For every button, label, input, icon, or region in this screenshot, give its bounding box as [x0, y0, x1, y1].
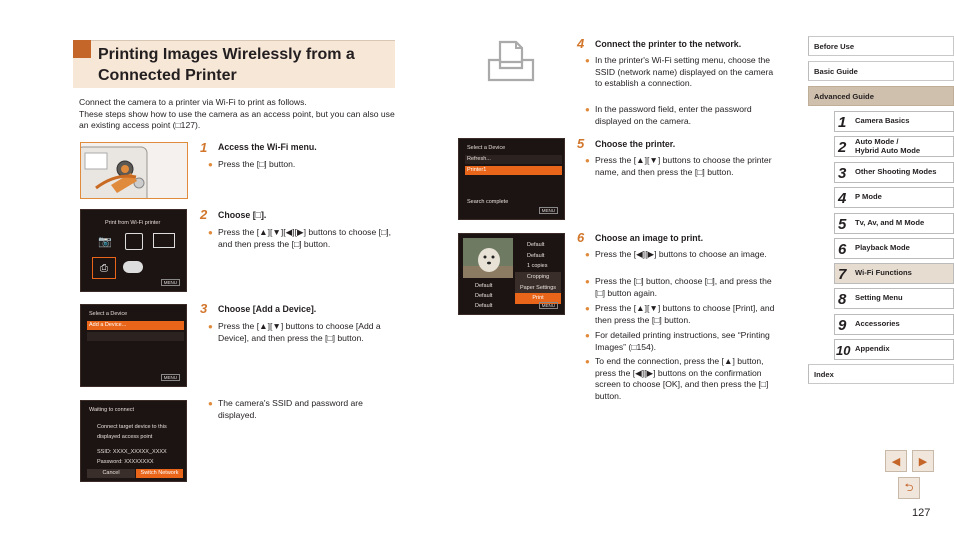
- step-6-text-4: For detailed printing instructions, see “Printing Images” (□154).: [595, 330, 770, 352]
- screen-select-printer: [458, 138, 565, 220]
- empty-item: [87, 332, 184, 341]
- chapter-label: Auto Mode / Hybrid Auto Mode: [855, 137, 921, 155]
- step-5-bullet: ● Press the [▲][▼] buttons to choose the printer name, and then press the [□] button.: [585, 155, 775, 178]
- step-4-text-2: In the password field, enter the password displayed on the camera.: [595, 104, 752, 126]
- print-menu: [515, 272, 561, 304]
- camera-icon: 📷: [98, 236, 112, 248]
- chapter-6[interactable]: [834, 238, 954, 259]
- step-5-text: Press the [▲][▼] buttons to choose the printer name, and then press the [□] button.: [595, 155, 772, 177]
- waiting-line-2: displayed access point: [97, 433, 153, 440]
- step-4-bullet-1: ● In the printer's Wi-Fi setting menu, choose the SSID (network name) displayed on the camera to establish a connection.: [585, 55, 774, 88]
- chapter-number: 2: [838, 139, 847, 156]
- chapter-label: Accessories: [855, 319, 900, 329]
- step-1-text: Press the [□] button.: [218, 159, 296, 169]
- add-device-item: Add a Device...: [87, 321, 184, 330]
- printer-outline-icon: [486, 38, 536, 84]
- cloud-icon: [123, 261, 143, 273]
- menu-return-icon: MENU: [539, 207, 558, 214]
- intro-text: [79, 97, 397, 132]
- right-item: 1 copies: [527, 263, 548, 269]
- chapter-number: 9: [838, 317, 847, 334]
- search-status: Search complete: [467, 199, 509, 205]
- chapter-number: 10: [836, 343, 851, 358]
- photo-thumbnail: [463, 238, 513, 278]
- next-page-button[interactable]: [912, 450, 934, 472]
- step-5-number: 5: [577, 136, 585, 151]
- chapter-4[interactable]: [834, 187, 954, 208]
- ssid-line: SSID: XXXX_XXXXX_XXXX: [97, 449, 167, 456]
- chapter-number: 8: [838, 291, 847, 308]
- right-item: Default: [527, 252, 545, 259]
- step-6-text-1: Press the [◀][▶] buttons to choose an image.: [595, 249, 767, 259]
- smartphone-icon: [125, 233, 143, 250]
- step-4-bullet-2: ● In the password field, enter the password displayed on the camera.: [585, 104, 775, 127]
- print-item: Print: [515, 293, 561, 304]
- nav-basic-guide[interactable]: Basic Guide: [808, 61, 954, 81]
- page-number: 127: [912, 507, 931, 519]
- chapter-label: Playback Mode: [855, 243, 910, 253]
- left-settings: [463, 281, 513, 311]
- refresh-item: Refresh...: [465, 155, 562, 164]
- step-6-text-5: To end the connection, press the [▲] button, press the [◀][▶] buttons on the confirmation screen to choose [OK], and then press the [□] button.: [595, 356, 769, 401]
- chapter-number: 6: [838, 241, 847, 258]
- left-item: Default: [475, 293, 493, 299]
- chapter-1[interactable]: [834, 111, 954, 132]
- chapter-10[interactable]: [834, 339, 954, 360]
- ssid-text: The camera's SSID and password are displayed.: [218, 398, 363, 420]
- step-3-title: Choose [Add a Device].: [218, 304, 317, 314]
- screen-print-settings: [458, 233, 565, 315]
- arrow-right-icon: ▶: [918, 455, 928, 468]
- step-3-number: 3: [200, 301, 208, 316]
- screen-header: Print from Wi-Fi printer: [105, 220, 161, 226]
- step-3-bullet: ● Press the [▲][▼] buttons to choose [Add a Device], and then press the [□] button.: [208, 321, 398, 344]
- chapter-label: Wi-Fi Functions: [855, 268, 912, 278]
- screen-waiting: [80, 400, 187, 482]
- chapter-label: Setting Menu: [855, 293, 903, 303]
- screen-header: Select a Device: [89, 311, 128, 317]
- camera-illustration: [80, 142, 188, 199]
- step-1-bullet: ● Press the [□] button.: [208, 159, 398, 171]
- step-4-text-1: In the printer's Wi-Fi setting menu, choose the SSID (network name) displayed on the camera to establish a connection.: [595, 55, 774, 88]
- ssid-bullet: ● The camera's SSID and password are displayed.: [208, 398, 398, 421]
- chapter-number: 3: [838, 165, 847, 182]
- right-settings: [527, 240, 561, 272]
- screen-print-from-wifi: [80, 209, 187, 292]
- printer1-item: Printer1: [465, 166, 562, 175]
- menu-return-icon: MENU: [539, 302, 558, 309]
- step-1-title: Access the Wi-Fi menu.: [218, 142, 317, 152]
- chapter-number: 7: [838, 266, 847, 283]
- step-6-bullet-5: ● To end the connection, press the [▲] button, press the [◀][▶] buttons on the confirmation screen to choose [OK], and then press the [□] button.: [585, 356, 775, 402]
- nav-advanced-guide[interactable]: Advanced Guide: [808, 86, 954, 106]
- menu-return-icon: MENU: [161, 374, 180, 381]
- step-2-bullet: ● Press the [▲][▼][◀][▶] buttons to choose [□], and then press the [□] button.: [208, 227, 398, 250]
- cancel-button: Cancel: [87, 469, 135, 478]
- return-icon: ⮌: [904, 481, 914, 494]
- menu-return-icon: MENU: [161, 279, 180, 286]
- ssid-info: [97, 423, 167, 467]
- step-6-bullet-3: ● Press the [▲][▼] buttons to choose [Print], and then press the [□] button.: [585, 303, 775, 325]
- printer-icon: ⎙: [92, 257, 116, 279]
- step-6-number: 6: [577, 230, 585, 245]
- chapter-5[interactable]: [834, 213, 954, 234]
- paper-settings-item: Paper Settings: [515, 283, 561, 294]
- password-line: Password: XXXXXXXX: [97, 458, 154, 465]
- chapter-8[interactable]: [834, 288, 954, 309]
- chapter-7[interactable]: [834, 263, 954, 284]
- title-marker: [73, 40, 91, 58]
- step-4-title: Connect the printer to the network.: [595, 39, 742, 49]
- left-item: Default: [475, 303, 493, 309]
- screen-header: Waiting to connect: [89, 407, 135, 413]
- waiting-line-1: Connect target device to this: [97, 424, 167, 430]
- right-item: Default: [527, 242, 545, 248]
- return-button[interactable]: [898, 477, 920, 499]
- chapter-number: 1: [838, 114, 847, 131]
- dog-photo: [463, 238, 513, 278]
- step-1-number: 1: [200, 140, 208, 155]
- step-6-bullet-1: ● Press the [◀][▶] buttons to choose an image.: [585, 249, 775, 261]
- chapter-number: 5: [838, 216, 847, 233]
- chapter-label: P Mode: [855, 192, 882, 202]
- screen-select-device: [80, 304, 187, 387]
- step-6-text-2: Press the [□] button, choose [□], and press the [□] button again.: [595, 276, 772, 298]
- previous-page-button[interactable]: [885, 450, 907, 472]
- step-5-title: Choose the printer.: [595, 139, 676, 149]
- chapter-3[interactable]: [834, 162, 954, 183]
- step-2-title: Choose [□].: [218, 210, 267, 220]
- nav-index[interactable]: Index: [808, 364, 954, 384]
- step-6-bullet-2: ● Press the [□] button, choose [□], and press the [□] button again.: [585, 276, 775, 299]
- step-3-text: Press the [▲][▼] buttons to choose [Add a Device], and then press the [□] button.: [218, 321, 381, 343]
- step-2-text: Press the [▲][▼][◀][▶] buttons to choose [□], and then press the [□] button.: [218, 227, 391, 249]
- camera-drawing: [81, 143, 188, 199]
- chapter-label: Tv, Av, and M Mode: [855, 218, 925, 228]
- step-6-bullet-4: ● For detailed printing instructions, see “Printing Images” (□154).: [585, 330, 775, 353]
- computer-icon: [153, 233, 175, 248]
- cropping-item: Cropping: [515, 272, 561, 283]
- chapter-number: 4: [838, 190, 847, 207]
- step-4-number: 4: [577, 36, 585, 51]
- page-title: Printing Images Wirelessly from a Connected Printer: [98, 46, 355, 84]
- arrow-left-icon: ◀: [891, 455, 901, 468]
- chapter-label: Camera Basics: [855, 116, 910, 126]
- chapter-label: Appendix: [855, 344, 890, 354]
- intro-line-2: These steps show how to use the camera as an access point, but you can also use an existing access point (□127).: [79, 108, 395, 131]
- step-2-number: 2: [200, 207, 208, 222]
- step-6-title: Choose an image to print.: [595, 233, 704, 243]
- screen-header: Select a Device: [467, 145, 506, 151]
- nav-before-use[interactable]: Before Use: [808, 36, 954, 56]
- left-item: Default: [475, 283, 493, 289]
- chapter-9[interactable]: [834, 314, 954, 335]
- chapter-label: Other Shooting Modes: [855, 167, 937, 177]
- chapter-2[interactable]: [834, 136, 954, 157]
- switch-network-button: Switch Network: [136, 469, 183, 478]
- intro-line-1: Connect the camera to a printer via Wi-Fi to print as follows.: [79, 97, 307, 107]
- step-6-text-3: Press the [▲][▼] buttons to choose [Print], and then press the [□] button.: [595, 303, 775, 325]
